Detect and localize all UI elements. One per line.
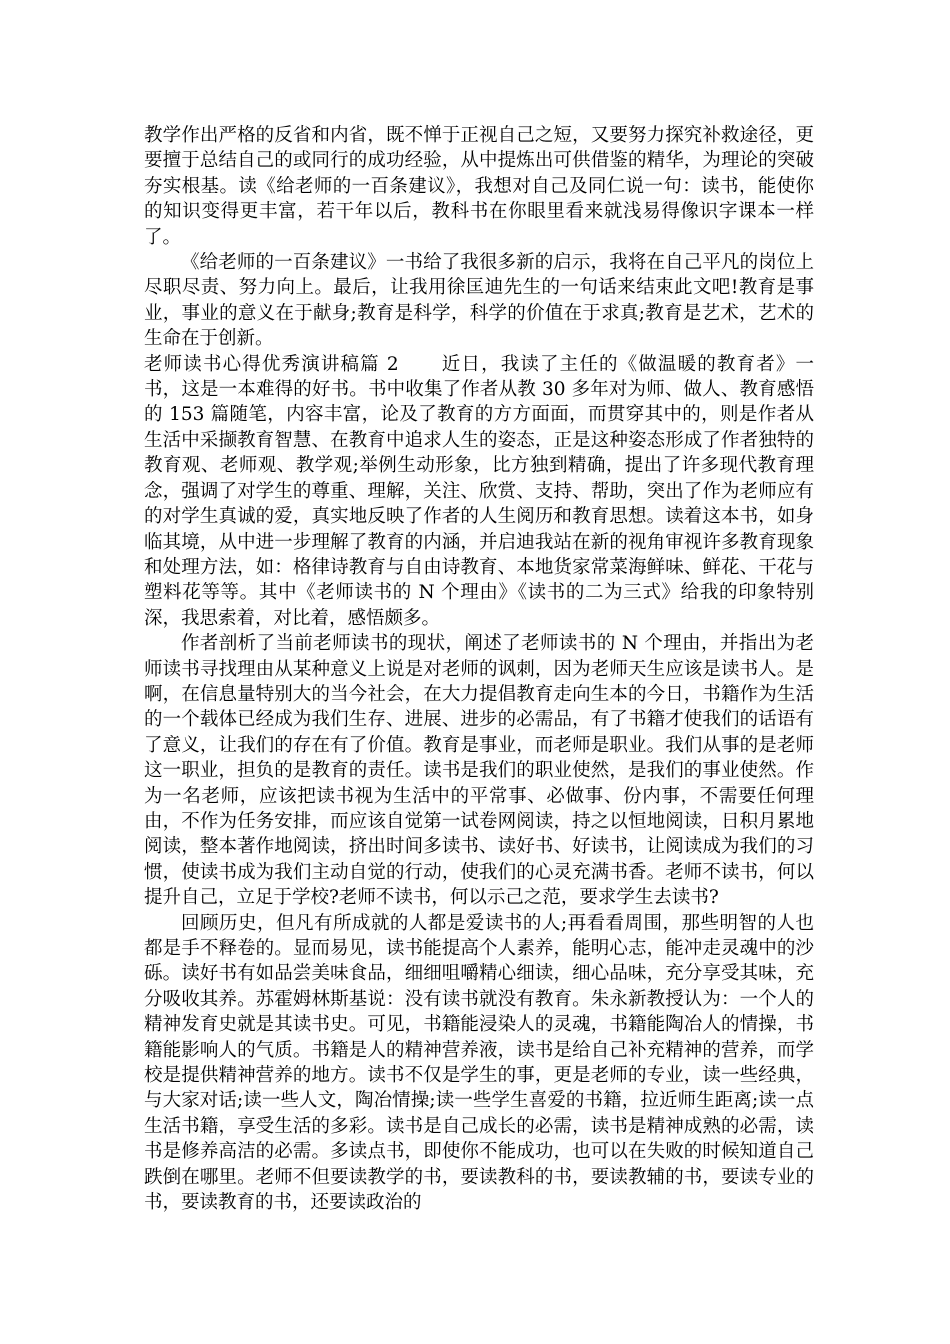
paragraph-4: 作者剖析了当前老师读书的现状，阐述了老师读书的 N 个理由，并指出为老师读书寻找理由从某种意义上说是对老师的讽刺，因为老师天生应该是读书人。是啊，在信息量特别大的当今社会，在大力提倡教育走向生本的今日，书籍作为生活的一个载体已经成为我们生存、进展、进步的必需品，有了书籍才使我们的话语有了意义，让我们的存在有了价值。教育是事业，而老师是职业。我们从事的是老师这一职业，担负的是教育的责任。读书是我们的职业使然，是我们的事业使然。作为一名老师，应该把读书视为生活中的平常事、必做事、份内事，不需要任何理由，不作为任务安排，而应该自觉第一试卷网阅读，持之以恒地阅读，日积月累地阅读，整本著作地阅读，挤出时间多读书、读好书、好读书，让阅读成为我们的习惯，使读书成为我们主动自觉的行动，使我们的心灵充满书香。老师不读书，何以提升自己，立足于学校?老师不读书，何以示己之范，要求学生去读书? — [144, 633, 814, 909]
paragraph-3-text: 近日，我读了主任的《做温暖的教育者》一书，这是一本难得的好书。书中收集了作者从教 30 多年对为师、做人、教育感悟的 153 篇随笔，内容丰富，论及了教育的方方面面，而贯穿其中的，则是作者从生活中采撷教育智慧、在教育中追求人生的姿态，正是这种姿态形成了作者独特的教育观、老师观、教学观;举例生动形象，比方独到精确，提出了许多现代教育理念，强调了对学生的尊重、理解，关注、欣赏、支持、帮助，突出了作为老师应有的对学生真诚的爱，真实地反映了作者的人生阅历和教育思想。读着这本书，如身临其境，从中进一步理解了教育的内涵，并启迪我站在新的视角审视许多教育现象和处理方法，如：格律诗教育与自由诗教育、本地货家常菜海鲜味、鲜花、干花与塑料花等等。其中《老师读书的 N 个理由》《读书的二为三式》给我的印象特别深，我思索着，对比着，感悟颇多。 — [144, 353, 814, 629]
paragraph-1: 教学作出严格的反省和内省，既不惮于正视自己之短，又要努力探究补救途径，更要擅于总结自己的或同行的成功经验，从中提炼出可供借鉴的精华，为理论的突破夯实根基。读《给老师的一百条建议》，我想对自己及同仁说一句：读书，能使你的知识变得更丰富，若干年以后，教科书在你眼里看来就浅易得像识字课本一样了。 — [144, 125, 814, 248]
paragraph-5: 回顾历史，但凡有所成就的人都是爱读书的人;再看看周围，那些明智的人也都是手不释卷的。显而易见，读书能提高个人素养，能明心志，能冲走灵魂中的沙砾。读好书有如品尝美味食品，细细咀嚼精心细读，细心品味，充分享受其味，充分吸收其养。苏霍姆林斯基说：没有读书就没有教育。朱永新教授认为：一个人的精神发育史就是其读书史。可见，书籍能浸染人的灵魂，书籍能陶冶人的情操，书籍能影响人的气质。书籍是人的精神营养液，读书是给自己补充精神的营养，而学校是提供精神营养的地方。读书不仅是学生的事，更是老师的专业，读一些经典，与大家对话;读一些人文，陶冶情操;读一些学生喜爱的书籍，拉近师生距离;读一点生活书籍，享受生活的多彩。读书是自己成长的必需，读书是精神成熟的必需，读书是修养高洁的必需。多读点书，即使你不能成功，也可以在失败的时候知道自己跌倒在哪里。老师不但要读教学的书，要读教科的书，要读教辅的书，要读专业的书，要读教育的书，还要读政治的 — [144, 912, 814, 1214]
document-body — [144, 123, 814, 1215]
section-heading: 老师读书心得优秀演讲稿篇 2 — [144, 353, 399, 375]
paragraph-3 — [144, 352, 814, 631]
paragraph-2: 《给老师的一百条建议》一书给了我很多新的启示，我将在自己平凡的岗位上尽职尽责、努力向上。最后，让我用徐匡迪先生的一句话来结束此文吧!教育是事业，事业的意义在于献身;教育是科学，科学的价值在于求真;教育是艺术，艺术的生命在于创新。 — [144, 252, 815, 350]
